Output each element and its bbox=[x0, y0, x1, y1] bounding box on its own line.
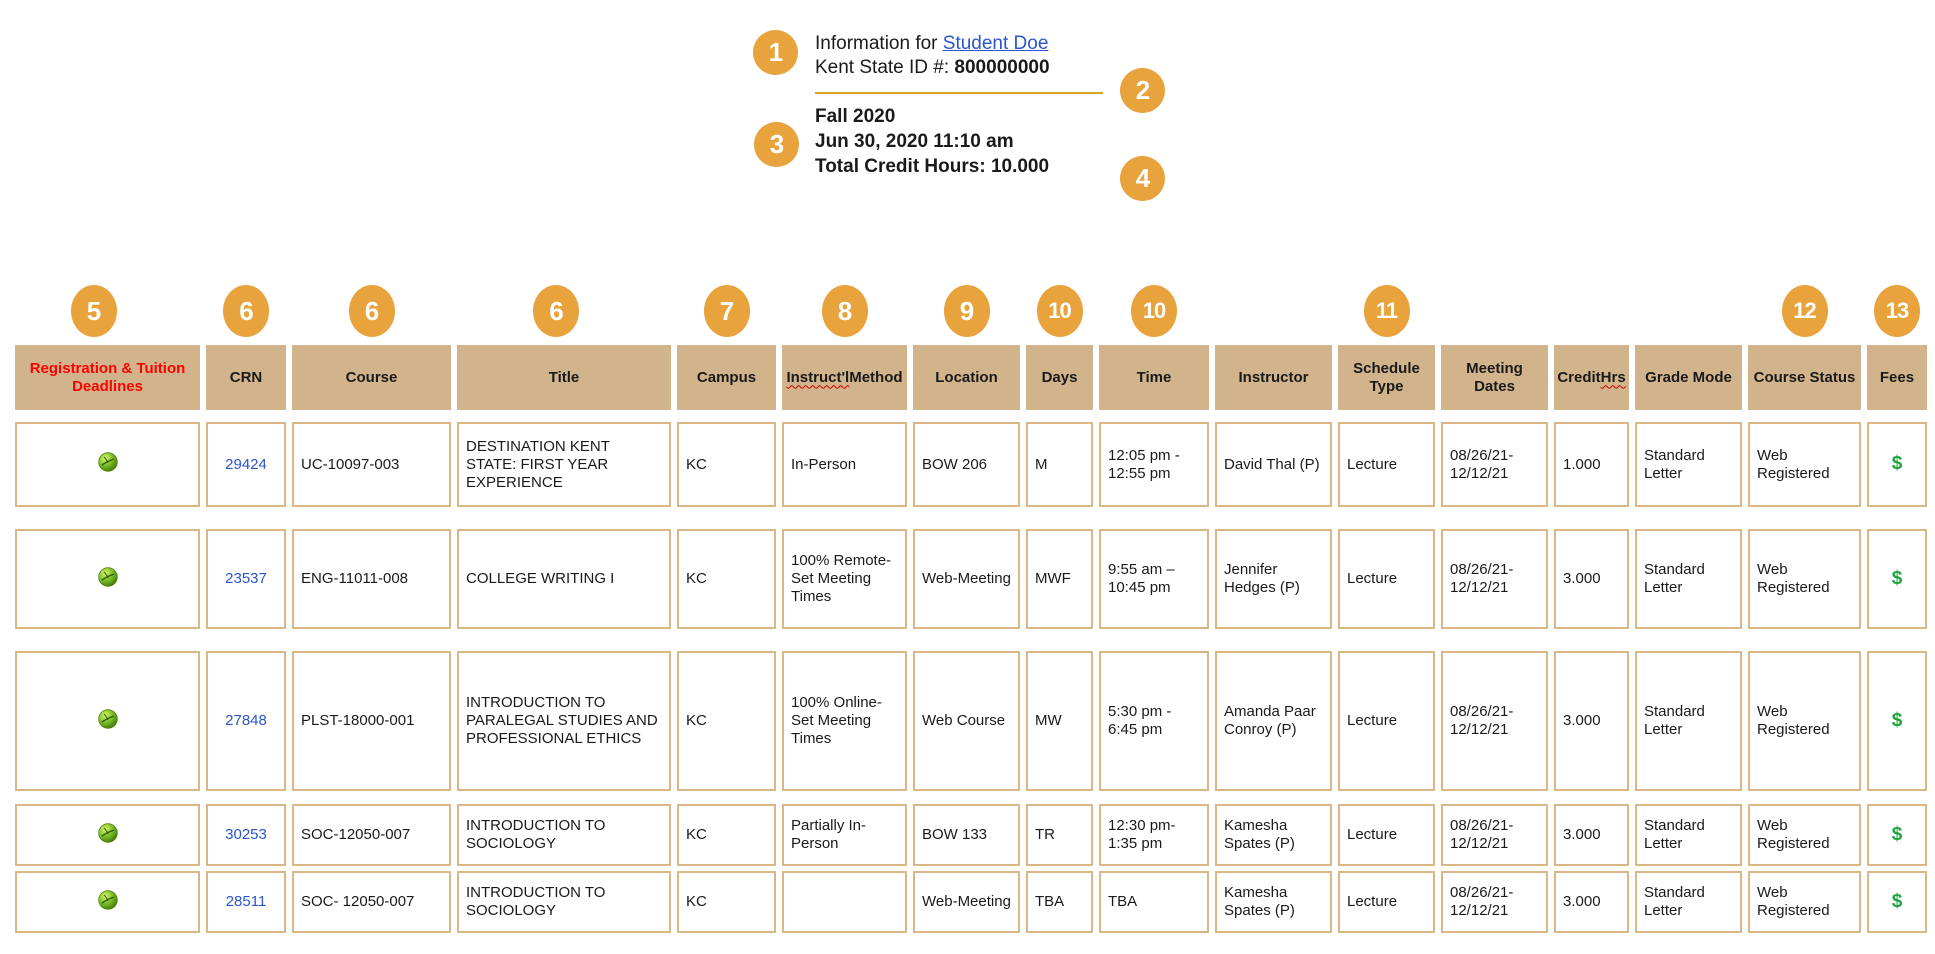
cell-instructor: Kamesha Spates (P) bbox=[1215, 804, 1332, 866]
cell-grade-mode: Standard Letter bbox=[1635, 804, 1742, 866]
column-header-instruct-l-method: Instruct'l Method bbox=[782, 345, 907, 410]
cell-deadline-icon bbox=[15, 804, 200, 866]
total-credit-hours bbox=[815, 154, 1103, 179]
cell-method bbox=[782, 871, 907, 933]
annotation-badge-2: 2 bbox=[1120, 68, 1165, 113]
annotation-badge-7: 7 bbox=[704, 285, 750, 337]
cell-location: BOW 206 bbox=[913, 422, 1020, 507]
cell-fees bbox=[1867, 804, 1927, 866]
cell-course-status: Web Registered bbox=[1748, 529, 1861, 629]
annotation-badge-10: 10 bbox=[1037, 285, 1083, 337]
cell-time: TBA bbox=[1099, 871, 1209, 933]
course-row bbox=[15, 422, 1935, 507]
course-row bbox=[15, 651, 1935, 791]
student-info-line bbox=[815, 32, 1103, 56]
cell-grade-mode: Standard Letter bbox=[1635, 651, 1742, 791]
course-row bbox=[15, 529, 1935, 629]
column-header-days: Days bbox=[1026, 345, 1093, 410]
cell-method: 100% Online-Set Meeting Times bbox=[782, 651, 907, 791]
cell-course: PLST-18000-001 bbox=[292, 651, 451, 791]
cell-campus: KC bbox=[677, 804, 776, 866]
cell-title: INTRODUCTION TO SOCIOLOGY bbox=[457, 804, 671, 866]
column-header-schedule-type: Schedule Type bbox=[1338, 345, 1435, 410]
cell-crn bbox=[206, 804, 286, 866]
green-ball-icon bbox=[98, 823, 118, 848]
cell-schedule-type: Lecture bbox=[1338, 422, 1435, 507]
id-label: Kent State ID #: bbox=[815, 57, 950, 78]
cell-method: In-Person bbox=[782, 422, 907, 507]
annotation-badge-9: 9 bbox=[944, 285, 990, 337]
cell-course: UC-10097-003 bbox=[292, 422, 451, 507]
annotation-badge-12: 12 bbox=[1782, 285, 1828, 337]
annotation-badge-8: 8 bbox=[822, 285, 868, 337]
annotation-badge-11: 11 bbox=[1364, 285, 1410, 337]
student-info-block bbox=[815, 32, 1103, 179]
fee-dollar-icon[interactable]: $ bbox=[1891, 890, 1903, 912]
cell-campus: KC bbox=[677, 651, 776, 791]
credit-hours-value: 10.000 bbox=[990, 156, 1050, 177]
cell-schedule-type: Lecture bbox=[1338, 651, 1435, 791]
cell-course: SOC- 12050-007 bbox=[292, 871, 451, 933]
cell-grade-mode: Standard Letter bbox=[1635, 422, 1742, 507]
cell-deadline-icon bbox=[15, 529, 200, 629]
column-header-registration-tuition-deadlines: Registration & Tuition Deadlines bbox=[15, 345, 200, 410]
student-info-header bbox=[0, 0, 1935, 215]
table-header-row bbox=[15, 345, 1935, 410]
cell-fees bbox=[1867, 422, 1927, 507]
crn-link[interactable]: 27848 bbox=[225, 712, 267, 729]
column-header-meeting-dates: Meeting Dates bbox=[1441, 345, 1548, 410]
cell-campus: KC bbox=[677, 871, 776, 933]
schedule-timestamp: Jun 30, 2020 11:10 am bbox=[815, 131, 1014, 152]
column-header-location: Location bbox=[913, 345, 1020, 410]
info-prefix-label: Information for bbox=[815, 33, 938, 54]
misspelled-word: Instruct'l bbox=[786, 368, 850, 386]
cell-crn bbox=[206, 529, 286, 629]
credit-hours-label: Total Credit Hours: bbox=[815, 156, 986, 177]
cell-course-status: Web Registered bbox=[1748, 422, 1861, 507]
column-header-credit-hrs: Credit Hrs bbox=[1554, 345, 1629, 410]
cell-instructor: Kamesha Spates (P) bbox=[1215, 871, 1332, 933]
annotation-badge-5: 5 bbox=[71, 285, 117, 337]
column-header-instructor: Instructor bbox=[1215, 345, 1332, 410]
cell-meeting-dates: 08/26/21-12/12/21 bbox=[1441, 804, 1548, 866]
term-label: Fall 2020 bbox=[815, 106, 896, 127]
cell-location: Web-Meeting bbox=[913, 871, 1020, 933]
cell-location: Web-Meeting bbox=[913, 529, 1020, 629]
cell-meeting-dates: 08/26/21-12/12/21 bbox=[1441, 871, 1548, 933]
cell-instructor: Jennifer Hedges (P) bbox=[1215, 529, 1332, 629]
annotation-badge-1: 1 bbox=[753, 30, 798, 75]
annotation-badge-6: 6 bbox=[223, 285, 269, 337]
student-name-link[interactable]: Student Doe bbox=[942, 33, 1049, 54]
column-header-fees: Fees bbox=[1867, 345, 1927, 410]
column-annotation-strip bbox=[0, 215, 1935, 345]
id-value: 800000000 bbox=[954, 57, 1050, 78]
cell-course: ENG-11011-008 bbox=[292, 529, 451, 629]
cell-location: Web Course bbox=[913, 651, 1020, 791]
cell-location: BOW 133 bbox=[913, 804, 1020, 866]
cell-course-status: Web Registered bbox=[1748, 804, 1861, 866]
crn-link[interactable]: 23537 bbox=[225, 570, 267, 587]
cell-instructor: David Thal (P) bbox=[1215, 422, 1332, 507]
green-ball-icon bbox=[98, 452, 118, 477]
cell-days: MWF bbox=[1026, 529, 1093, 629]
cell-title: DESTINATION KENT STATE: FIRST YEAR EXPERIENCE bbox=[457, 422, 671, 507]
column-header-campus: Campus bbox=[677, 345, 776, 410]
cell-schedule-type: Lecture bbox=[1338, 529, 1435, 629]
fee-dollar-icon[interactable]: $ bbox=[1891, 823, 1903, 845]
column-header-crn: CRN bbox=[206, 345, 286, 410]
cell-course-status: Web Registered bbox=[1748, 651, 1861, 791]
cell-credit-hrs: 3.000 bbox=[1554, 804, 1629, 866]
cell-title: INTRODUCTION TO PARALEGAL STUDIES AND PROFESSIONAL ETHICS bbox=[457, 651, 671, 791]
crn-link[interactable]: 29424 bbox=[225, 455, 267, 473]
cell-method: 100% Remote-Set Meeting Times bbox=[782, 529, 907, 629]
crn-link[interactable]: 30253 bbox=[225, 826, 267, 843]
cell-days: TBA bbox=[1026, 871, 1093, 933]
cell-time: 9:55 am – 10:45 pm bbox=[1099, 529, 1209, 629]
cell-days: TR bbox=[1026, 804, 1093, 866]
annotation-badge-13: 13 bbox=[1874, 285, 1920, 337]
green-ball-icon bbox=[98, 709, 118, 734]
annotation-badge-6: 6 bbox=[349, 285, 395, 337]
cell-credit-hrs: 3.000 bbox=[1554, 651, 1629, 791]
cell-schedule-type: Lecture bbox=[1338, 804, 1435, 866]
cell-schedule-type: Lecture bbox=[1338, 871, 1435, 933]
cell-deadline-icon bbox=[15, 422, 200, 507]
cell-crn bbox=[206, 871, 286, 933]
cell-fees bbox=[1867, 871, 1927, 933]
cell-campus: KC bbox=[677, 529, 776, 629]
fee-dollar-icon[interactable]: $ bbox=[1891, 709, 1903, 731]
annotation-badge-3: 3 bbox=[754, 122, 799, 167]
fee-dollar-icon[interactable]: $ bbox=[1891, 453, 1903, 475]
course-row bbox=[15, 804, 1935, 866]
cell-credit-hrs: 3.000 bbox=[1554, 871, 1629, 933]
cell-crn bbox=[206, 422, 286, 507]
cell-meeting-dates: 08/26/21-12/12/21 bbox=[1441, 651, 1548, 791]
cell-campus: KC bbox=[677, 422, 776, 507]
cell-grade-mode: Standard Letter bbox=[1635, 871, 1742, 933]
cell-course: SOC-12050-007 bbox=[292, 804, 451, 866]
student-id-line bbox=[815, 56, 1103, 80]
cell-credit-hrs: 1.000 bbox=[1554, 422, 1629, 507]
misspelled-word: Hrs bbox=[1600, 368, 1626, 386]
cell-time: 5:30 pm - 6:45 pm bbox=[1099, 651, 1209, 791]
cell-meeting-dates: 08/26/21-12/12/21 bbox=[1441, 422, 1548, 507]
cell-time: 12:30 pm- 1:35 pm bbox=[1099, 804, 1209, 866]
cell-time: 12:05 pm - 12:55 pm bbox=[1099, 422, 1209, 507]
cell-fees bbox=[1867, 529, 1927, 629]
cell-days: MW bbox=[1026, 651, 1093, 791]
column-header-course: Course bbox=[292, 345, 451, 410]
cell-grade-mode: Standard Letter bbox=[1635, 529, 1742, 629]
column-header-title: Title bbox=[457, 345, 671, 410]
annotation-badge-4: 4 bbox=[1120, 156, 1165, 201]
course-schedule-table bbox=[0, 215, 1935, 933]
cell-title: COLLEGE WRITING I bbox=[457, 529, 671, 629]
annotation-badge-10: 10 bbox=[1131, 285, 1177, 337]
table-body bbox=[0, 422, 1935, 933]
crn-link[interactable]: 28511 bbox=[225, 893, 267, 910]
gold-divider bbox=[815, 92, 1103, 94]
cell-credit-hrs: 3.000 bbox=[1554, 529, 1629, 629]
cell-crn bbox=[206, 651, 286, 791]
cell-deadline-icon bbox=[15, 871, 200, 933]
cell-deadline-icon bbox=[15, 651, 200, 791]
column-header-grade-mode: Grade Mode bbox=[1635, 345, 1742, 410]
cell-instructor: Amanda Paar Conroy (P) bbox=[1215, 651, 1332, 791]
green-ball-icon bbox=[98, 567, 118, 592]
column-header-time: Time bbox=[1099, 345, 1209, 410]
cell-course-status: Web Registered bbox=[1748, 871, 1861, 933]
green-ball-icon bbox=[98, 890, 118, 915]
annotation-badge-6: 6 bbox=[533, 285, 579, 337]
column-header-course-status: Course Status bbox=[1748, 345, 1861, 410]
cell-meeting-dates: 08/26/21-12/12/21 bbox=[1441, 529, 1548, 629]
course-row bbox=[15, 871, 1935, 933]
cell-days: M bbox=[1026, 422, 1093, 507]
cell-method: Partially In-Person bbox=[782, 804, 907, 866]
cell-title: INTRODUCTION TO SOCIOLOGY bbox=[457, 871, 671, 933]
cell-fees bbox=[1867, 651, 1927, 791]
fee-dollar-icon[interactable]: $ bbox=[1891, 567, 1903, 589]
